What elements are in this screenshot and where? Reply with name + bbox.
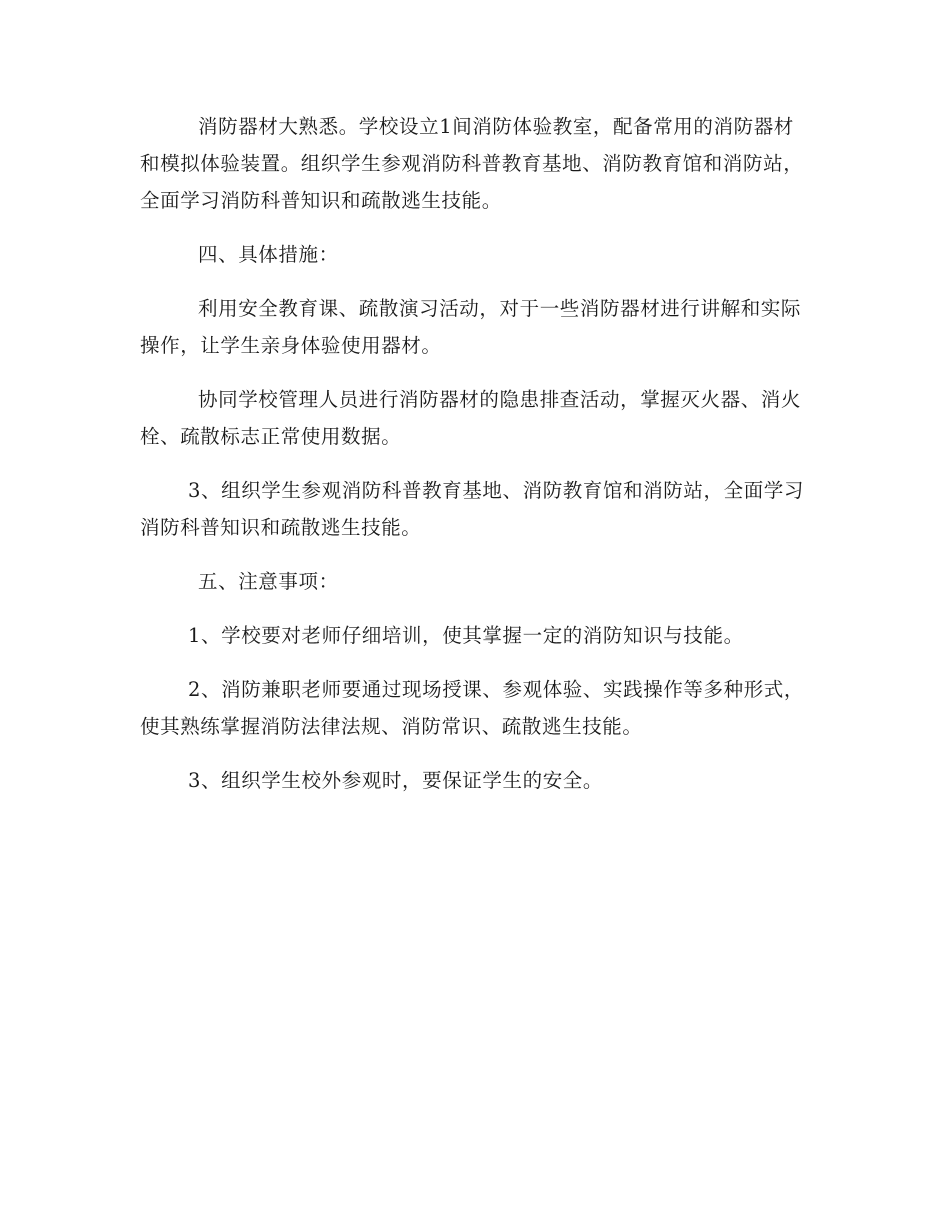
document-body	[140, 108, 810, 816]
paragraph-fire-equipment: 消防器材大熟悉。学校设立1间消防体验教室，配备常用的消防器材和模拟体验装置。组织学生参观消防科普教育基地、消防教育馆和消防站，全面学习消防科普知识和疏散逃生技能。	[140, 115, 804, 212]
paragraph-measure-inspection: 协同学校管理人员进行消防器材的隐患排查活动，掌握灭火器、消火栓、疏散标志正常使用数据。	[140, 388, 802, 448]
paragraph-measure-safety-class: 利用安全教育课、疏散演习活动，对于一些消防器材进行讲解和实际操作，让学生亲身体验使用器材。	[140, 297, 802, 357]
section-heading-measures: 四、具体措施：	[198, 243, 339, 266]
paragraph-measure-visit: 3、组织学生参观消防科普教育基地、消防教育馆和消防站，全面学习消防科普知识和疏散逃生技能。	[140, 479, 805, 539]
paragraph-note-2: 2、消防兼职老师要通过现场授课、参观体验、实践操作等多种形式，使其熟练掌握消防法律法规、消防常识、疏散逃生技能。	[140, 678, 805, 738]
section-heading-notes: 五、注意事项：	[198, 570, 339, 593]
paragraph-note-3: 3、组织学生校外参观时，要保证学生的安全。	[188, 769, 604, 792]
paragraph-note-1: 1、学校要对老师仔细培训，使其掌握一定的消防知识与技能。	[188, 624, 744, 647]
